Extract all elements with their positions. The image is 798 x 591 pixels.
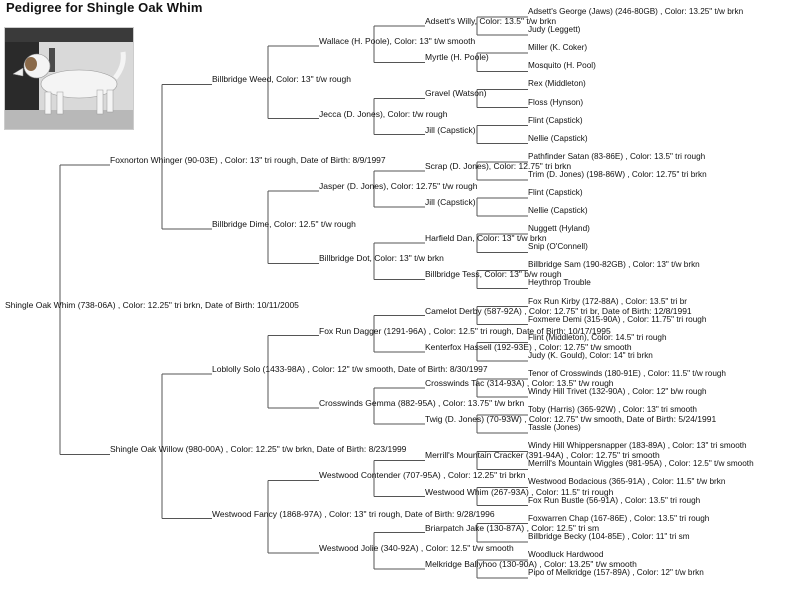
- page-title: Pedigree for Shingle Oak Whim: [6, 0, 203, 15]
- ancestor-gen5: Tassle (Jones): [528, 423, 581, 433]
- ancestor-gen5: Merrill's Mountain Wiggles (981-95A) , Color: 12.5" t/w smooth: [528, 459, 754, 469]
- ancestor-gen5: Tenor of Crosswinds (180-91E) , Color: 11.5" t/w rough: [528, 368, 726, 378]
- ancestor-gen5: Nellie (Capstick): [528, 206, 588, 216]
- ancestor-gen4: Gravel (Watson): [425, 88, 487, 99]
- ancestor-gen5: Westwood Bodacious (365-91A) , Color: 11.5" t/w brkn: [528, 477, 726, 487]
- ancestor-gen5: Judy (Leggett): [528, 25, 581, 35]
- ancestor-gen4: Briarpatch Jake (130-87A) , Color: 12.5" tri sm: [425, 522, 600, 533]
- ancestor-gen5: Pipo of Melkridge (157-89A) , Color: 12" t/w brkn: [528, 567, 704, 577]
- ancestor-gen1: Foxnorton Whinger (90-03E) , Color: 13" tri rough, Date of Birth: 8/9/1997: [110, 154, 386, 165]
- ancestor-gen5: Mosquito (H. Pool): [528, 61, 596, 71]
- ancestor-gen4: Westwood Whim (267-93A) , Color: 11.5" tri rough: [425, 486, 614, 497]
- ancestor-gen4: Melkridge Ballyhoo (130-90A) , Color: 13.25" t/w smooth: [425, 558, 637, 569]
- ancestor-gen5: Foxmere Demi (315-90A) , Color: 11.75" tri rough: [528, 314, 707, 324]
- ancestor-gen5: Judy (K. Gould), Color: 14" tri brkn: [528, 350, 653, 360]
- ancestor-gen3: Jasper (D. Jones), Color: 12.75" t/w rough: [319, 180, 478, 191]
- ancestor-gen5: Foxwarren Chap (167-86E) , Color: 13.5" tri rough: [528, 513, 710, 523]
- ancestor-gen3: Billbridge Dot, Color: 13" t/w brkn: [319, 253, 444, 264]
- ancestor-gen5: Miller (K. Coker): [528, 43, 588, 53]
- ancestor-gen5: Snip (O'Connell): [528, 242, 588, 252]
- ancestor-gen5: Flint (Middleton), Color: 14.5" tri rough: [528, 332, 667, 342]
- ancestor-gen5: Floss (Hynson): [528, 97, 584, 107]
- ancestor-gen2: Loblolly Solo (1433-98A) , Color: 12" t/w smooth, Date of Birth: 8/30/1997: [212, 363, 488, 374]
- ancestor-gen2: Billbridge Weed, Color: 13" t/w rough: [212, 74, 351, 85]
- ancestor-gen5: Flint (Capstick): [528, 115, 583, 125]
- ancestor-gen3: Westwood Jolie (340-92A) , Color: 12.5" t/w smooth: [319, 542, 514, 553]
- ancestor-gen5: Toby (Harris) (365-92W) , Color: 13" tri smooth: [528, 405, 697, 415]
- ancestor-gen5: Nuggett (Hyland): [528, 224, 590, 234]
- ancestor-gen4: Jill (Capstick): [425, 124, 476, 135]
- ancestor-gen4: Billbridge Tess, Color: 13" b/w rough: [425, 269, 562, 280]
- ancestor-gen4: Kenterfox Hassell (192-93E) , Color: 12.75" t/w smooth: [425, 341, 632, 352]
- ancestor-gen5: Billbridge Becky (104-85E) , Color: 11" tri sm: [528, 531, 690, 541]
- ancestor-gen4: Jill (Capstick): [425, 197, 476, 208]
- ancestor-gen4: Harfield Dan, Color: 13" t/w brkn: [425, 233, 547, 244]
- ancestor-gen3: Wallace (H. Poole), Color: 13" t/w smooth: [319, 36, 476, 47]
- ancestor-gen4: Scrap (D. Jones), Color: 12.75" tri brkn: [425, 160, 572, 171]
- ancestor-gen3: Westwood Contender (707-95A) , Color: 12.25" tri brkn: [319, 470, 526, 481]
- ancestor-gen5: Fox Run Bustle (56-91A) , Color: 13.5" tri rough: [528, 495, 701, 505]
- ancestor-gen3: Crosswinds Gemma (882-95A) , Color: 13.75" t/w brkn: [319, 398, 525, 409]
- ancestor-gen5: Flint (Capstick): [528, 187, 583, 197]
- ancestor-gen5: Rex (Middleton): [528, 79, 586, 89]
- ancestor-gen4: Merrill's Mountain Cracker (391-94A) , Color: 12.75" tri smooth: [425, 450, 660, 461]
- ancestor-gen5: Windy Hill Trivet (132-90A) , Color: 12" b/w rough: [528, 387, 707, 397]
- ancestor-gen4: Crosswinds Tac (314-93A) , Color: 13.5" t/w rough: [425, 377, 614, 388]
- ancestor-gen1: Shingle Oak Willow (980-00A) , Color: 12.25" t/w brkn, Date of Birth: 8/23/1999: [110, 444, 407, 455]
- ancestor-gen4: Twig (D. Jones) (70-93W) , Color: 12.75" t/w smooth, Date of Birth: 5/24/1991: [425, 414, 717, 425]
- ancestor-gen3: Fox Run Dagger (1291-96A) , Color: 12.5" tri rough, Date of Birth: 10/17/1995: [319, 325, 611, 336]
- ancestor-gen5: Windy Hill Whippersnapper (183-89A) , Color: 13" tri smooth: [528, 441, 747, 451]
- ancestor-gen2: Billbridge Dime, Color: 12.5" t/w rough: [212, 219, 356, 230]
- ancestor-gen5: Billbridge Sam (190-82GB) , Color: 13" t/w brkn: [528, 260, 700, 270]
- subject-dog: Shingle Oak Whim (738-06A) , Color: 12.25" tri brkn, Date of Birth: 10/11/2005: [5, 299, 299, 310]
- ancestor-gen5: Fox Run Kirby (172-88A) , Color: 13.5" tri br: [528, 296, 687, 306]
- ancestor-gen5: Heythrop Trouble: [528, 278, 591, 288]
- ancestor-gen4: Camelot Derby (587-92A) , Color: 12.75" tri br, Date of Birth: 12/8/1991: [425, 305, 692, 316]
- ancestor-gen5: Nellie (Capstick): [528, 133, 588, 143]
- ancestor-gen3: Jecca (D. Jones), Color: t/w rough: [319, 108, 448, 119]
- ancestor-gen5: Woodluck Hardwood: [528, 549, 604, 559]
- ancestor-gen5: Trim (D. Jones) (198-86W) , Color: 12.75" tri brkn: [528, 169, 707, 179]
- ancestor-gen4: Adsett's Willy, Color: 13.5" t/w brkn: [425, 16, 557, 27]
- ancestor-gen5: Adsett's George (Jaws) (246-80GB) , Color: 13.25" t/w brkn: [528, 7, 744, 17]
- ancestor-gen2: Westwood Fancy (1868-97A) , Color: 13" tri rough, Date of Birth: 9/28/1996: [212, 508, 495, 519]
- ancestor-gen5: Pathfinder Satan (83-86E) , Color: 13.5" tri rough: [528, 151, 706, 161]
- ancestor-gen4: Myrtle (H. Poole): [425, 52, 489, 63]
